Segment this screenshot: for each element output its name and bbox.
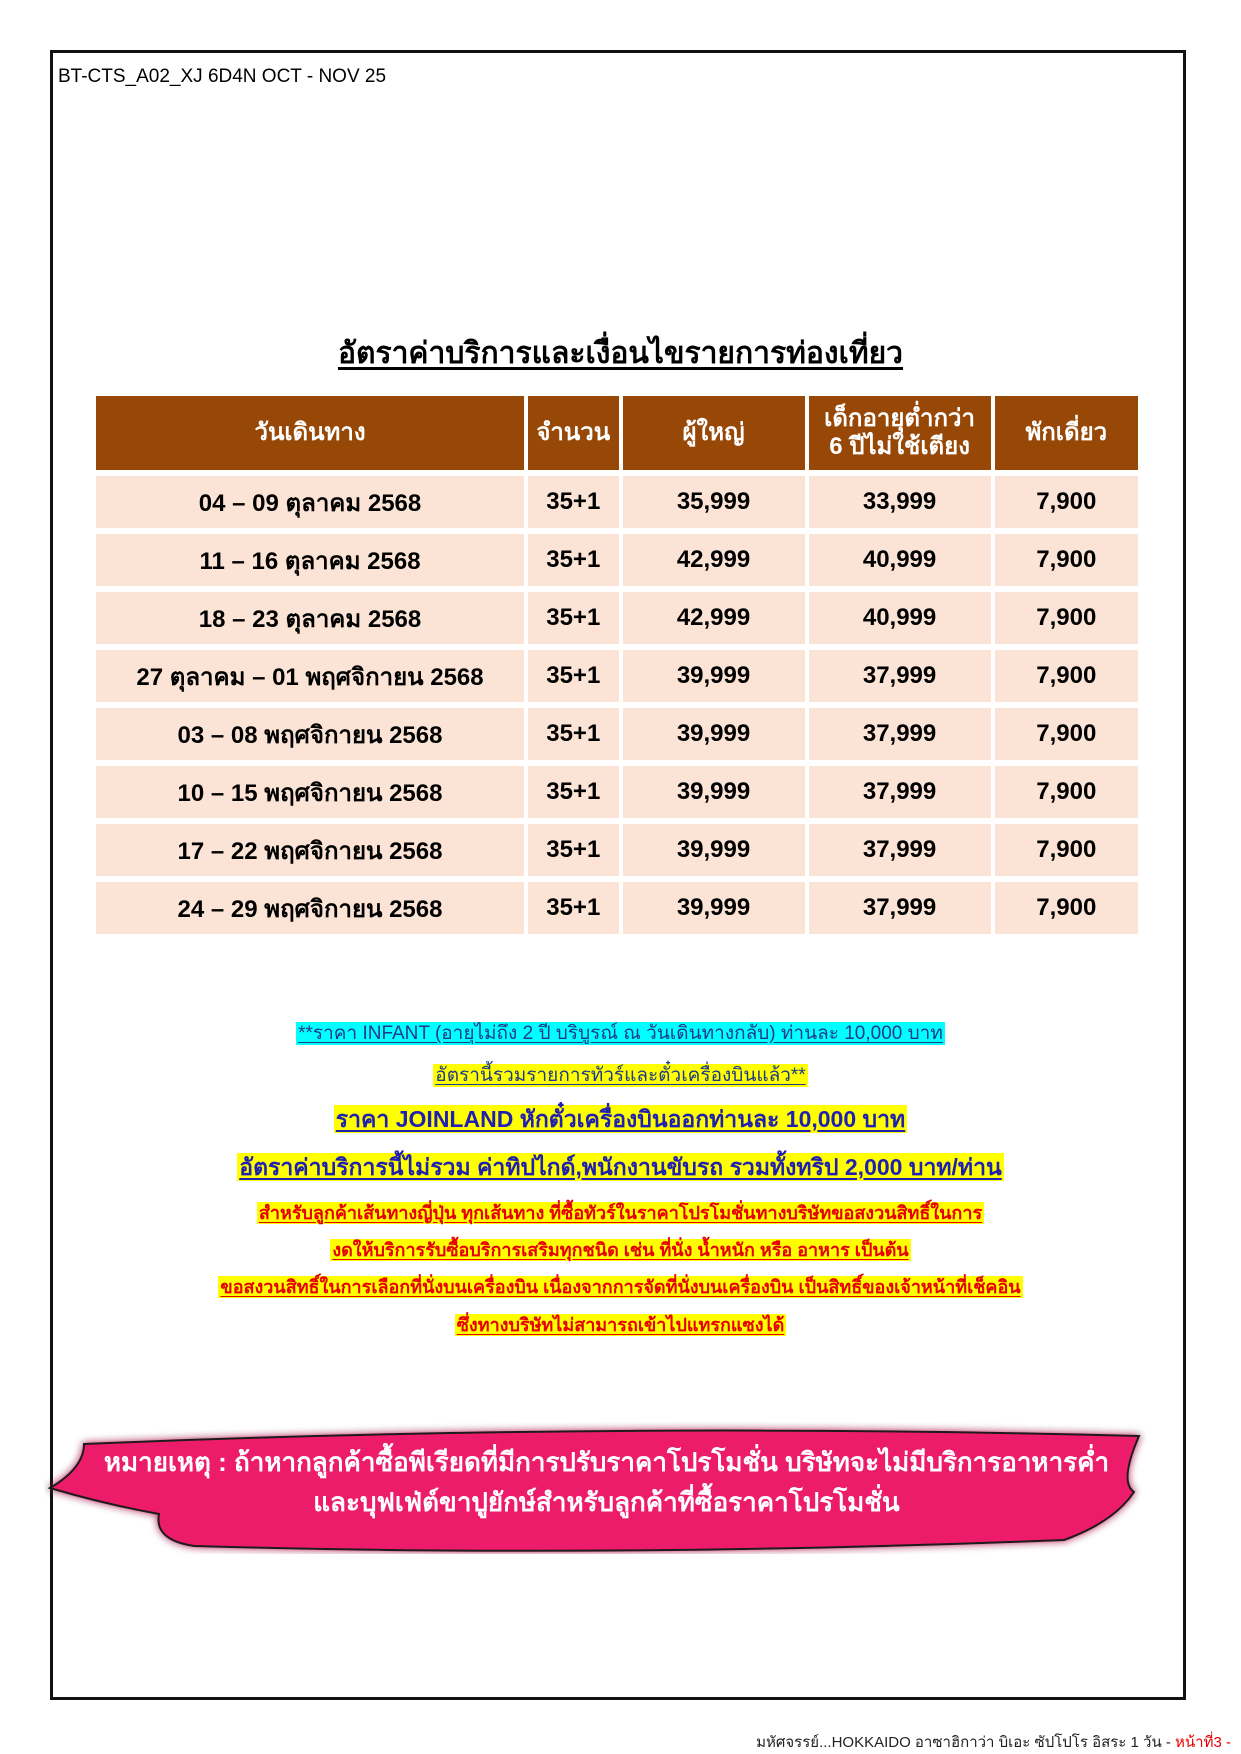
included-note [0, 1060, 1241, 1090]
cell-child: 37,999 [809, 876, 991, 934]
cell-child: 37,999 [809, 702, 991, 760]
cell-adult: 39,999 [623, 702, 805, 760]
cell-child: 40,999 [809, 528, 991, 586]
page-footer [756, 1730, 1231, 1754]
rates-table [92, 396, 1142, 934]
cell-adult: 42,999 [623, 528, 805, 586]
remark-line-2: และบุฟเฟ่ต์ขาปูยักษ์สำหรับลูกค้าที่ซื้อราคาโปรโมชั่น [313, 1487, 900, 1517]
table-row [96, 528, 1138, 586]
remark-line-1: หมายเหตุ : ถ้าหากลูกค้าซื้อพีเรียดที่มีการปรับราคาโปรโมชั่น บริษัทจะไม่มีบริการอาหารค่ำ [103, 1447, 1110, 1477]
table-row [96, 470, 1138, 528]
cell-seats: 35+1 [528, 760, 618, 818]
header-child-line1: เด็กอายุต่ำกว่า [824, 405, 975, 433]
header-date: วันเดินทาง [96, 396, 524, 470]
table-row [96, 586, 1138, 644]
warning-line-2 [0, 1235, 1241, 1264]
cell-single: 7,900 [995, 760, 1138, 818]
cell-adult: 35,999 [623, 470, 805, 528]
table-header-row [96, 396, 1138, 470]
cell-adult: 39,999 [623, 818, 805, 876]
header-seats: จำนวน [528, 396, 618, 470]
header-child [809, 396, 991, 470]
cell-single: 7,900 [995, 528, 1138, 586]
cell-seats: 35+1 [528, 702, 618, 760]
cell-seats: 35+1 [528, 528, 618, 586]
header-single: พักเดี่ยว [995, 396, 1138, 470]
cell-date: 18 – 23 ตุลาคม 2568 [96, 586, 524, 644]
cell-date: 17 – 22 พฤศจิกายน 2568 [96, 818, 524, 876]
joinland-note-text: ราคา JOINLAND หักตั๋วเครื่องบินออกท่านละ 10,000 บาท [335, 1106, 906, 1132]
infant-note [0, 1018, 1241, 1048]
warning-text: ซึ่งทางบริษัทไม่สามารถเข้าไปแทรกแซงได้ [456, 1315, 785, 1335]
cell-date: 24 – 29 พฤศจิกายน 2568 [96, 876, 524, 934]
document-code: BT-CTS_A02_XJ 6D4N OCT - NOV 25 [58, 66, 387, 87]
warning-line-4 [0, 1310, 1241, 1339]
infant-note-text: **ราคา INFANT (อายุไม่ถึง 2 ปี บริบูรณ์ ณ วันเดินทางกลับ) ท่านละ 10,000 บาท [298, 1023, 943, 1044]
table-row [96, 644, 1138, 702]
cell-adult: 39,999 [623, 644, 805, 702]
warning-text: งดให้บริการรับซื้อบริการเสริมทุกชนิด เช่น ที่นั่ง น้ำหนัก หรือ อาหาร เป็นต้น [332, 1240, 909, 1260]
tip-note-text: อัตราค่าบริการนี้ไม่รวม ค่าทิปไกด์,พนักงานขับรถ รวมทั้งทริป 2,000 บาท/ท่าน [239, 1154, 1002, 1180]
cell-child: 37,999 [809, 818, 991, 876]
cell-seats: 35+1 [528, 644, 618, 702]
cell-date: 03 – 08 พฤศจิกายน 2568 [96, 702, 524, 760]
cell-single: 7,900 [995, 470, 1138, 528]
table-row [96, 876, 1138, 934]
header-adult: ผู้ใหญ่ [623, 396, 805, 470]
cell-adult: 39,999 [623, 760, 805, 818]
cell-adult: 42,999 [623, 586, 805, 644]
cell-single: 7,900 [995, 876, 1138, 934]
cell-date: 10 – 15 พฤศจิกายน 2568 [96, 760, 524, 818]
warning-line-3 [0, 1272, 1241, 1301]
footer-text: มหัศจรรย์...HOKKAIDO อาซาฮิกาว่า บิเอะ ซัปโปโร อิสระ 1 วัน - [756, 1734, 1176, 1751]
page-title: อัตราค่าบริการและเงื่อนไขรายการท่องเที่ยว [337, 337, 904, 370]
cell-date: 11 – 16 ตุลาคม 2568 [96, 528, 524, 586]
remark-banner [44, 1422, 1169, 1554]
cell-single: 7,900 [995, 702, 1138, 760]
warning-text: ขอสงวนสิทธิ์ในการเลือกที่นั่งบนเครื่องบิน เนื่องจากการจัดที่นั่งบนเครื่องบิน เป็นสิทธิ์ของเจ้าหน้าที่เช็คอิน [220, 1277, 1021, 1297]
cell-single: 7,900 [995, 586, 1138, 644]
tip-note [0, 1150, 1241, 1186]
cell-child: 37,999 [809, 760, 991, 818]
cell-adult: 39,999 [623, 876, 805, 934]
included-note-text: อัตรานี้รวมรายการทัวร์และตั๋วเครื่องบินแล้ว** [435, 1065, 806, 1086]
cell-seats: 35+1 [528, 470, 618, 528]
cell-child: 37,999 [809, 644, 991, 702]
cell-date: 27 ตุลาคม – 01 พฤศจิกายน 2568 [96, 644, 524, 702]
cell-seats: 35+1 [528, 876, 618, 934]
table-row [96, 818, 1138, 876]
cell-seats: 35+1 [528, 586, 618, 644]
warning-text: สำหรับลูกค้าเส้นทางญี่ปุ่น ทุกเส้นทาง ที่ซื้อทัวร์ในราคาโปรโมชั่นทางบริษัทขอสงวนสิทธิ์ในการ [258, 1203, 983, 1223]
warning-line-1 [0, 1198, 1241, 1227]
cell-single: 7,900 [995, 818, 1138, 876]
joinland-note [0, 1102, 1241, 1138]
header-child-line2: 6 ปีไม่ใช้เตียง [829, 433, 970, 460]
cell-child: 33,999 [809, 470, 991, 528]
cell-seats: 35+1 [528, 818, 618, 876]
table-row [96, 702, 1138, 760]
remark-text [44, 1442, 1169, 1522]
table-row [96, 760, 1138, 818]
cell-date: 04 – 09 ตุลาคม 2568 [96, 470, 524, 528]
cell-child: 40,999 [809, 586, 991, 644]
cell-single: 7,900 [995, 644, 1138, 702]
page-number: หน้าที่3 - [1175, 1734, 1231, 1751]
